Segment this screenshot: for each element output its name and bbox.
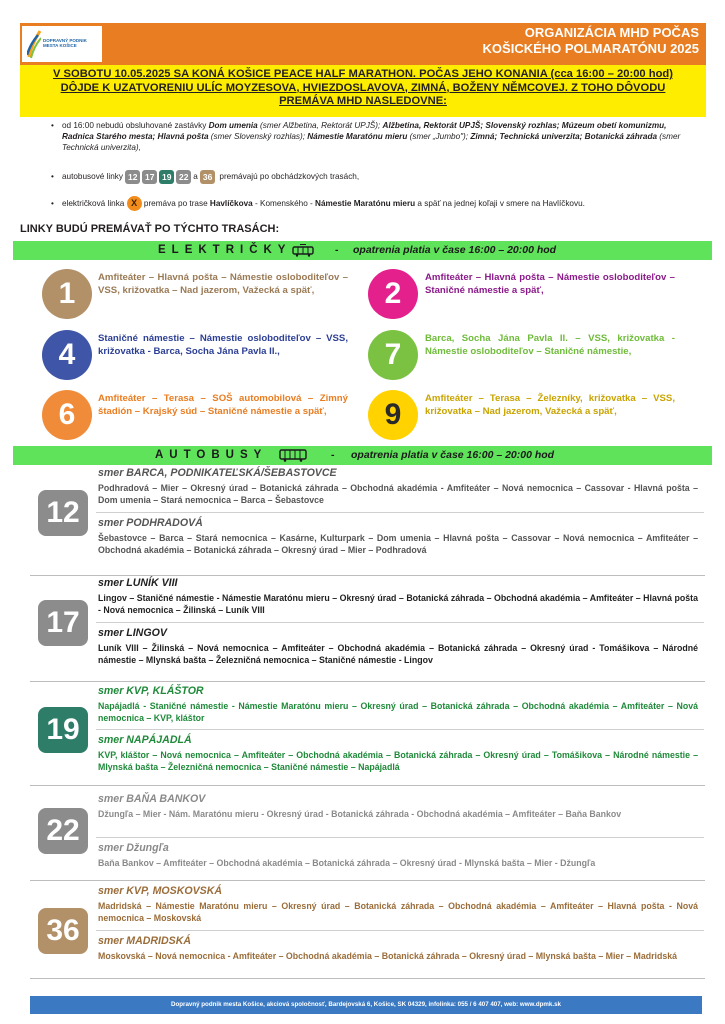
tram-line-6-badge: 6 (42, 390, 92, 440)
stop-name: Námestie Maratónu mieru (315, 199, 416, 208)
page-title (299, 25, 699, 57)
section-separator (30, 681, 705, 682)
title-line-2: KOŠICKÉHO POLMARATÓNU 2025 (482, 41, 699, 56)
bullet-tram-x (62, 196, 697, 212)
tram-icon (292, 244, 314, 257)
bullet-text: (smer Slovenský rozhlas); (208, 132, 308, 141)
bus-line-36-route-1: Madridská – Námestie Maratónu mieru – Okresný úrad – Botanická záhrada – Obchodná akadémia – Amfiteáter – Hlavná pošta - Nová nemocnica – Moskovská (98, 901, 698, 924)
bus-band-title: AUTOBUSY (155, 449, 268, 461)
section-separator (30, 978, 705, 979)
bus-line-19-direction-2: smer NAPÁJADLÁ (98, 734, 192, 746)
bus-badge-22: 22 (176, 170, 191, 184)
tram-line-9-route: Amfiteáter – Terasa – Železníky, križovatka – VSS, križovatka – Nad jazerom, Važecká a späť, (425, 393, 675, 418)
bus-line-19-badge: 19 (38, 707, 88, 753)
stop-names: Zimná; Technická univerzita; Botanická záhrada (470, 132, 658, 141)
section-separator (30, 575, 705, 576)
bus-line-22-route-2: Baňa Bankov – Amfiteáter – Obchodná akadémia – Botanická záhrada – Okresný úrad - Mlynská bašta – Mier - Džungľa (98, 858, 596, 868)
bus-band-text: opatrenia platia v čase 16:00 – 20:00 hod (351, 449, 555, 461)
bullet-text: električková linka (62, 199, 125, 208)
bus-line-19-direction-1: smer KVP, KLÁŠTOR (98, 685, 204, 697)
tram-band-text: opatrenia platia v čase 16:00 – 20:00 hod (353, 244, 557, 256)
bullet-text: od 16:00 nebudú obsluhované zastávky (62, 121, 209, 130)
bullet-text: premávajú po obchádzkových trasách, (219, 172, 360, 181)
footer-bar: Dopravný podnik mesta Košice, akciová spoločnosť, Bardejovská 6, Košice, SK 04329, infolinka: 055 / 6 407 407, web: www.dpmk.sk (30, 996, 702, 1014)
lines-heading: LINKY BUDÚ PREMÁVAŤ PO TÝCHTO TRASÁCH: (20, 223, 280, 235)
bus-icon (279, 449, 307, 462)
bus-badges (125, 172, 193, 181)
bus-line-19-route-1: Napájadlá - Staničné námestie - Námestie Maratónu mieru – Okresný úrad – Botanická záhrada – Obchodná akadémia – Amfiteáter – Nová nemocnica – KVP, kláštor (98, 701, 698, 724)
divider (96, 930, 704, 931)
tram-line-2-route: Amfiteáter – Hlavná pošta – Námestie osloboditeľov – Staničné námestie a späť, (425, 272, 675, 297)
notice-line-1: V SOBOTU 10.05.2025 SA KONÁ KOŠICE PEACE HALF MARATHON. POČAS JEHO KONANIA (cca 16:00 – 20:00 hod) (52, 68, 673, 80)
bus-line-19-route-2: KVP, kláštor – Nová nemocnica – Amfiteáter – Obchodná akadémia – Botanická záhrada – Okresný úrad – Tomášikova – Národné námestie – Mlynská bašta – Železničná nemocnica – Staničné námestie – Napájadlá (98, 750, 698, 773)
bullet-bus-lines (62, 169, 697, 185)
divider (96, 622, 704, 623)
tram-band (13, 241, 712, 260)
divider (96, 729, 704, 730)
notice-line-2: DÔJDE K UZATVORENIU ULÍC MOYZESOVA, HVIEZDOSLAVOVA, ZIMNÁ, BOŽENY NĚMCOVEJ. Z TOHO DÔVODU (60, 81, 666, 94)
tram-line-9-badge: 9 (368, 390, 418, 440)
bus-line-17-direction-1: smer LUNÍK VIII (98, 577, 178, 589)
tram-line-7-route: Barca, Socha Jána Pavla II. – VSS, križovatka - Námestie osloboditeľov – Staničné námestie, (425, 333, 675, 358)
bus-line-17-badge: 17 (38, 600, 88, 646)
bus-line-22-direction-1: smer BAŇA BANKOV (98, 793, 206, 805)
stop-name: Námestie Maratónu mieru (307, 132, 408, 141)
tram-line-1-route: Amfiteáter – Hlavná pošta – Námestie osloboditeľov – VSS, križovatka – Nad jazerom, Važecká a späť, (98, 272, 348, 297)
bus-badge-12: 12 (125, 170, 140, 184)
tram-line-4-badge: 4 (42, 330, 92, 380)
street-name: Havlíčkova (209, 199, 253, 208)
divider (96, 512, 704, 513)
bullet-text: premáva po trase (143, 199, 210, 208)
divider (96, 837, 704, 838)
bus-line-12-route-2: Šebastovce – Barca – Stará nemocnica – Kasárne, Kulturpark – Dom umenia – Hlavná pošta – Cassovar – Nová nemocnica – Amfiteáter – Obchodná akadémia – Botanická záhrada – Okresný úrad – Mier – Podhradová (98, 533, 698, 556)
tram-line-6-route: Amfiteáter – Terasa – SOŠ automobilová – Zimný štadión – Krajský súd – Staničné námestie a späť, (98, 393, 348, 418)
bus-line-17-direction-2: smer LINGOV (98, 627, 167, 639)
bullet-text: (smer Technická univerzita), (62, 132, 681, 152)
bullet-closed-stops (62, 120, 697, 153)
title-line-1: ORGANIZÁCIA MHD POČAS (524, 25, 699, 40)
tram-line-1-badge: 1 (42, 269, 92, 319)
bus-badge-17: 17 (142, 170, 157, 184)
bus-line-17-route-2: Luník VIII – Žilinská – Nová nemocnica – Amfiteáter – Obchodná akadémia – Botanická záhrada – Okresný úrad - Tomášikova – Národné námestie – Mlynská bašta – Železničná nemocnica – Staničné námestie - Lingov (98, 643, 698, 666)
bullet-text: autobusové linky (62, 172, 123, 181)
bus-line-36-direction-2: smer MADRIDSKÁ (98, 935, 192, 947)
bus-line-12-route-1: Podhradová – Mier – Okresný úrad – Botanická záhrada – Obchodná akadémia - Amfiteáter – Nová nemocnica – Cassovar - Hlavná pošta – Dom umenia – Stará nemocnica – Barca – Šebastovce (98, 483, 698, 506)
tram-line-7-badge: 7 (368, 330, 418, 380)
tram-line-2-badge: 2 (368, 269, 418, 319)
bus-line-12-direction-2: smer PODHRADOVÁ (98, 517, 203, 529)
notice-box (20, 65, 706, 117)
bullet-text: a (193, 172, 198, 181)
bus-badge-19: 19 (159, 170, 174, 184)
bus-line-22-route-1: Džungľa – Mier - Nám. Maratónu mieru - Okresný úrad - Botanická záhrada - Obchodná akadémia – Amfiteáter – Baňa Bankov (98, 809, 622, 819)
bus-line-17-route-1: Lingov – Staničné námestie - Námestie Maratónu mieru – Okresný úrad – Botanická záhrada – Obchodná akadémia – Amfiteáter – Hlavná pošta - Nová nemocnica – Žilinská – Luník VIII (98, 593, 698, 616)
notice-line-3: PREMÁVA MHD NASLEDOVNE: (279, 95, 447, 107)
bullet-text: - Komenského - (252, 199, 316, 208)
bus-line-36-direction-1: smer KVP, MOSKOVSKÁ (98, 885, 223, 897)
section-separator (30, 880, 705, 881)
stop-name: Dom umenia (208, 121, 258, 130)
bus-line-12-badge: 12 (38, 490, 88, 536)
bus-line-22-badge: 22 (38, 808, 88, 854)
bullet-text: (smer „Jumbo"); (407, 132, 471, 141)
logo-text: DOPRAVNÝ PODNIK MESTA KOŠICE (43, 38, 87, 48)
bus-line-12-direction-1: smer BARCA, PODNIKATEĽSKÁ/ŠEBASTOVCE (98, 467, 337, 479)
bullet-text: (smer Alžbetina, Rektorát UPJŠ); (257, 121, 383, 130)
bus-badge-36: 36 (200, 170, 215, 184)
tram-x-badge: X (127, 196, 142, 211)
bus-badge-36 (200, 172, 217, 181)
bus-line-36-badge: 36 (38, 908, 88, 954)
stop-names: Alžbetina, Rektorát UPJŠ; Slovenský rozhlas; Múzeum obetí komunizmu, Radnica Starého mesta; Hlavná pošta (62, 121, 667, 141)
bus-line-36-route-2: Moskovská – Nová nemocnica - Amfiteáter – Obchodná akadémia – Botanická záhrada – Okresný úrad – Mlynská bašta – Mier – Madridská (98, 951, 678, 961)
section-separator (30, 785, 705, 786)
bus-band (13, 446, 712, 465)
tram-line-4-route: Staničné námestie – Námestie osloboditeľov – VSS, križovatka - Barca, Socha Jána Pavla II., (98, 333, 348, 358)
logo-swoosh-icon (27, 29, 41, 59)
dpmk-logo (22, 26, 102, 62)
bus-line-22-direction-2: smer Džungľa (98, 842, 169, 854)
tram-band-title: ELEKTRIČKY (158, 244, 292, 256)
tram-band-dash: - (335, 244, 339, 256)
bullet-text: a späť na jednej koľaji v smere na Havlíčkovu. (415, 199, 585, 208)
bus-band-dash: - (331, 449, 335, 461)
